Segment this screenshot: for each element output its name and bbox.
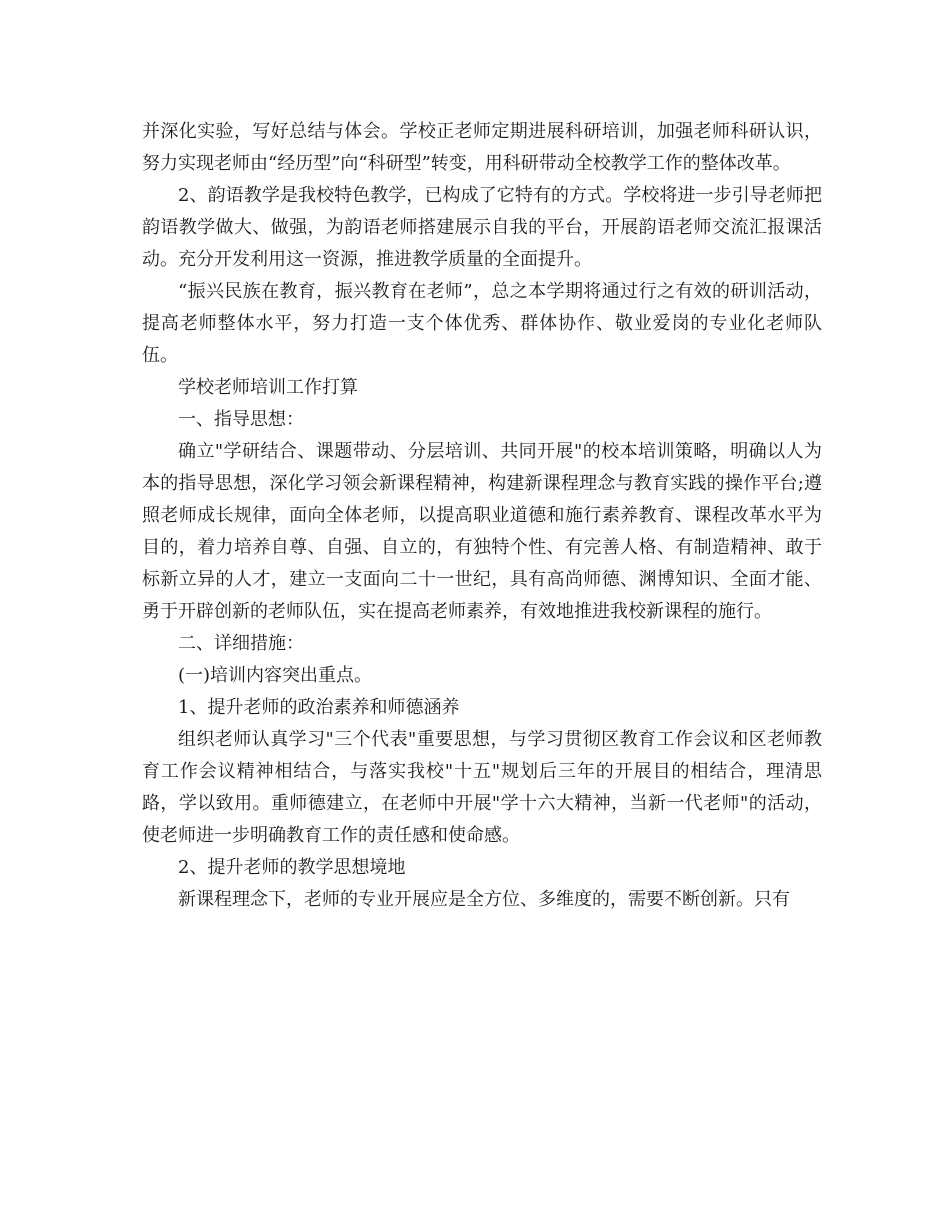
item-paragraph-1: 组织老师认真学习"三个代表"重要思想，与学习贯彻区教育工作会议和区老师教育工作会议精神相结合，与落实我校"十五"规划后三年的开展目的相结合，理清思路，学以致用。重师德建立，在老师中开展"学十六大精神，当新一代老师"的活动，使老师进一步明确教育工作的责任感和使命感。 <box>142 729 822 846</box>
item-heading-2: 2、提升老师的教学思想境地 <box>178 857 406 878</box>
item-heading-1: 1、提升老师的政治素养和师德涵养 <box>178 697 460 718</box>
paragraph-guiding-ideology: 确立"学研结合、课题带动、分层培训、共同开展"的校本培训策略，明确以人为本的指导思想，深化学习领会新课程精神，构建新课程理念与教育实践的操作平台;遵照老师成长规律，面向全体老师，以提高职业道德和施行素养教育、课程改革水平为目的，着力培养自尊、自强、自立的，有独特个性、有完善人格、有制造精神、敢于标新立异的人才，建立一支面向二十一世纪，具有高尚师德、渊博知识、全面才能、勇于开辟创新的老师队伍，实在提高老师素养，有效地推进我校新课程的施行。 <box>142 441 822 622</box>
section-title: 学校老师培训工作打算 <box>178 377 358 398</box>
subheading-training-focus: (一)培训内容突出重点。 <box>178 665 373 686</box>
paragraph-2: 2、韵语教学是我校特色教学，已构成了它特有的方式。学校将进一步引导老师把韵语教学做大、做强，为韵语老师搭建展示自我的平台，开展韵语老师交流汇报课活动。充分开发利用这一资源，推进教学质量的全面提升。 <box>142 185 822 270</box>
paragraph-3: “振兴民族在教育，振兴教育在老师”，总之本学期将通过行之有效的研训活动，提高老师整体水平，努力打造一支个体优秀、群体协作、敬业爱岗的专业化老师队伍。 <box>142 281 822 366</box>
paragraph-1: 并深化实验，写好总结与体会。学校正老师定期进展科研培训，加强老师科研认识，努力实现老师由“经历型”向“科研型”转变，用科研带动全校教学工作的整体改革。 <box>142 121 822 174</box>
document-body <box>142 116 822 916</box>
heading-guiding-ideology: 一、指导思想： <box>178 409 304 430</box>
heading-detailed-measures: 二、详细措施： <box>178 633 304 654</box>
item-paragraph-2: 新课程理念下，老师的专业开展应是全方位、多维度的，需要不断创新。只有 <box>178 889 790 910</box>
